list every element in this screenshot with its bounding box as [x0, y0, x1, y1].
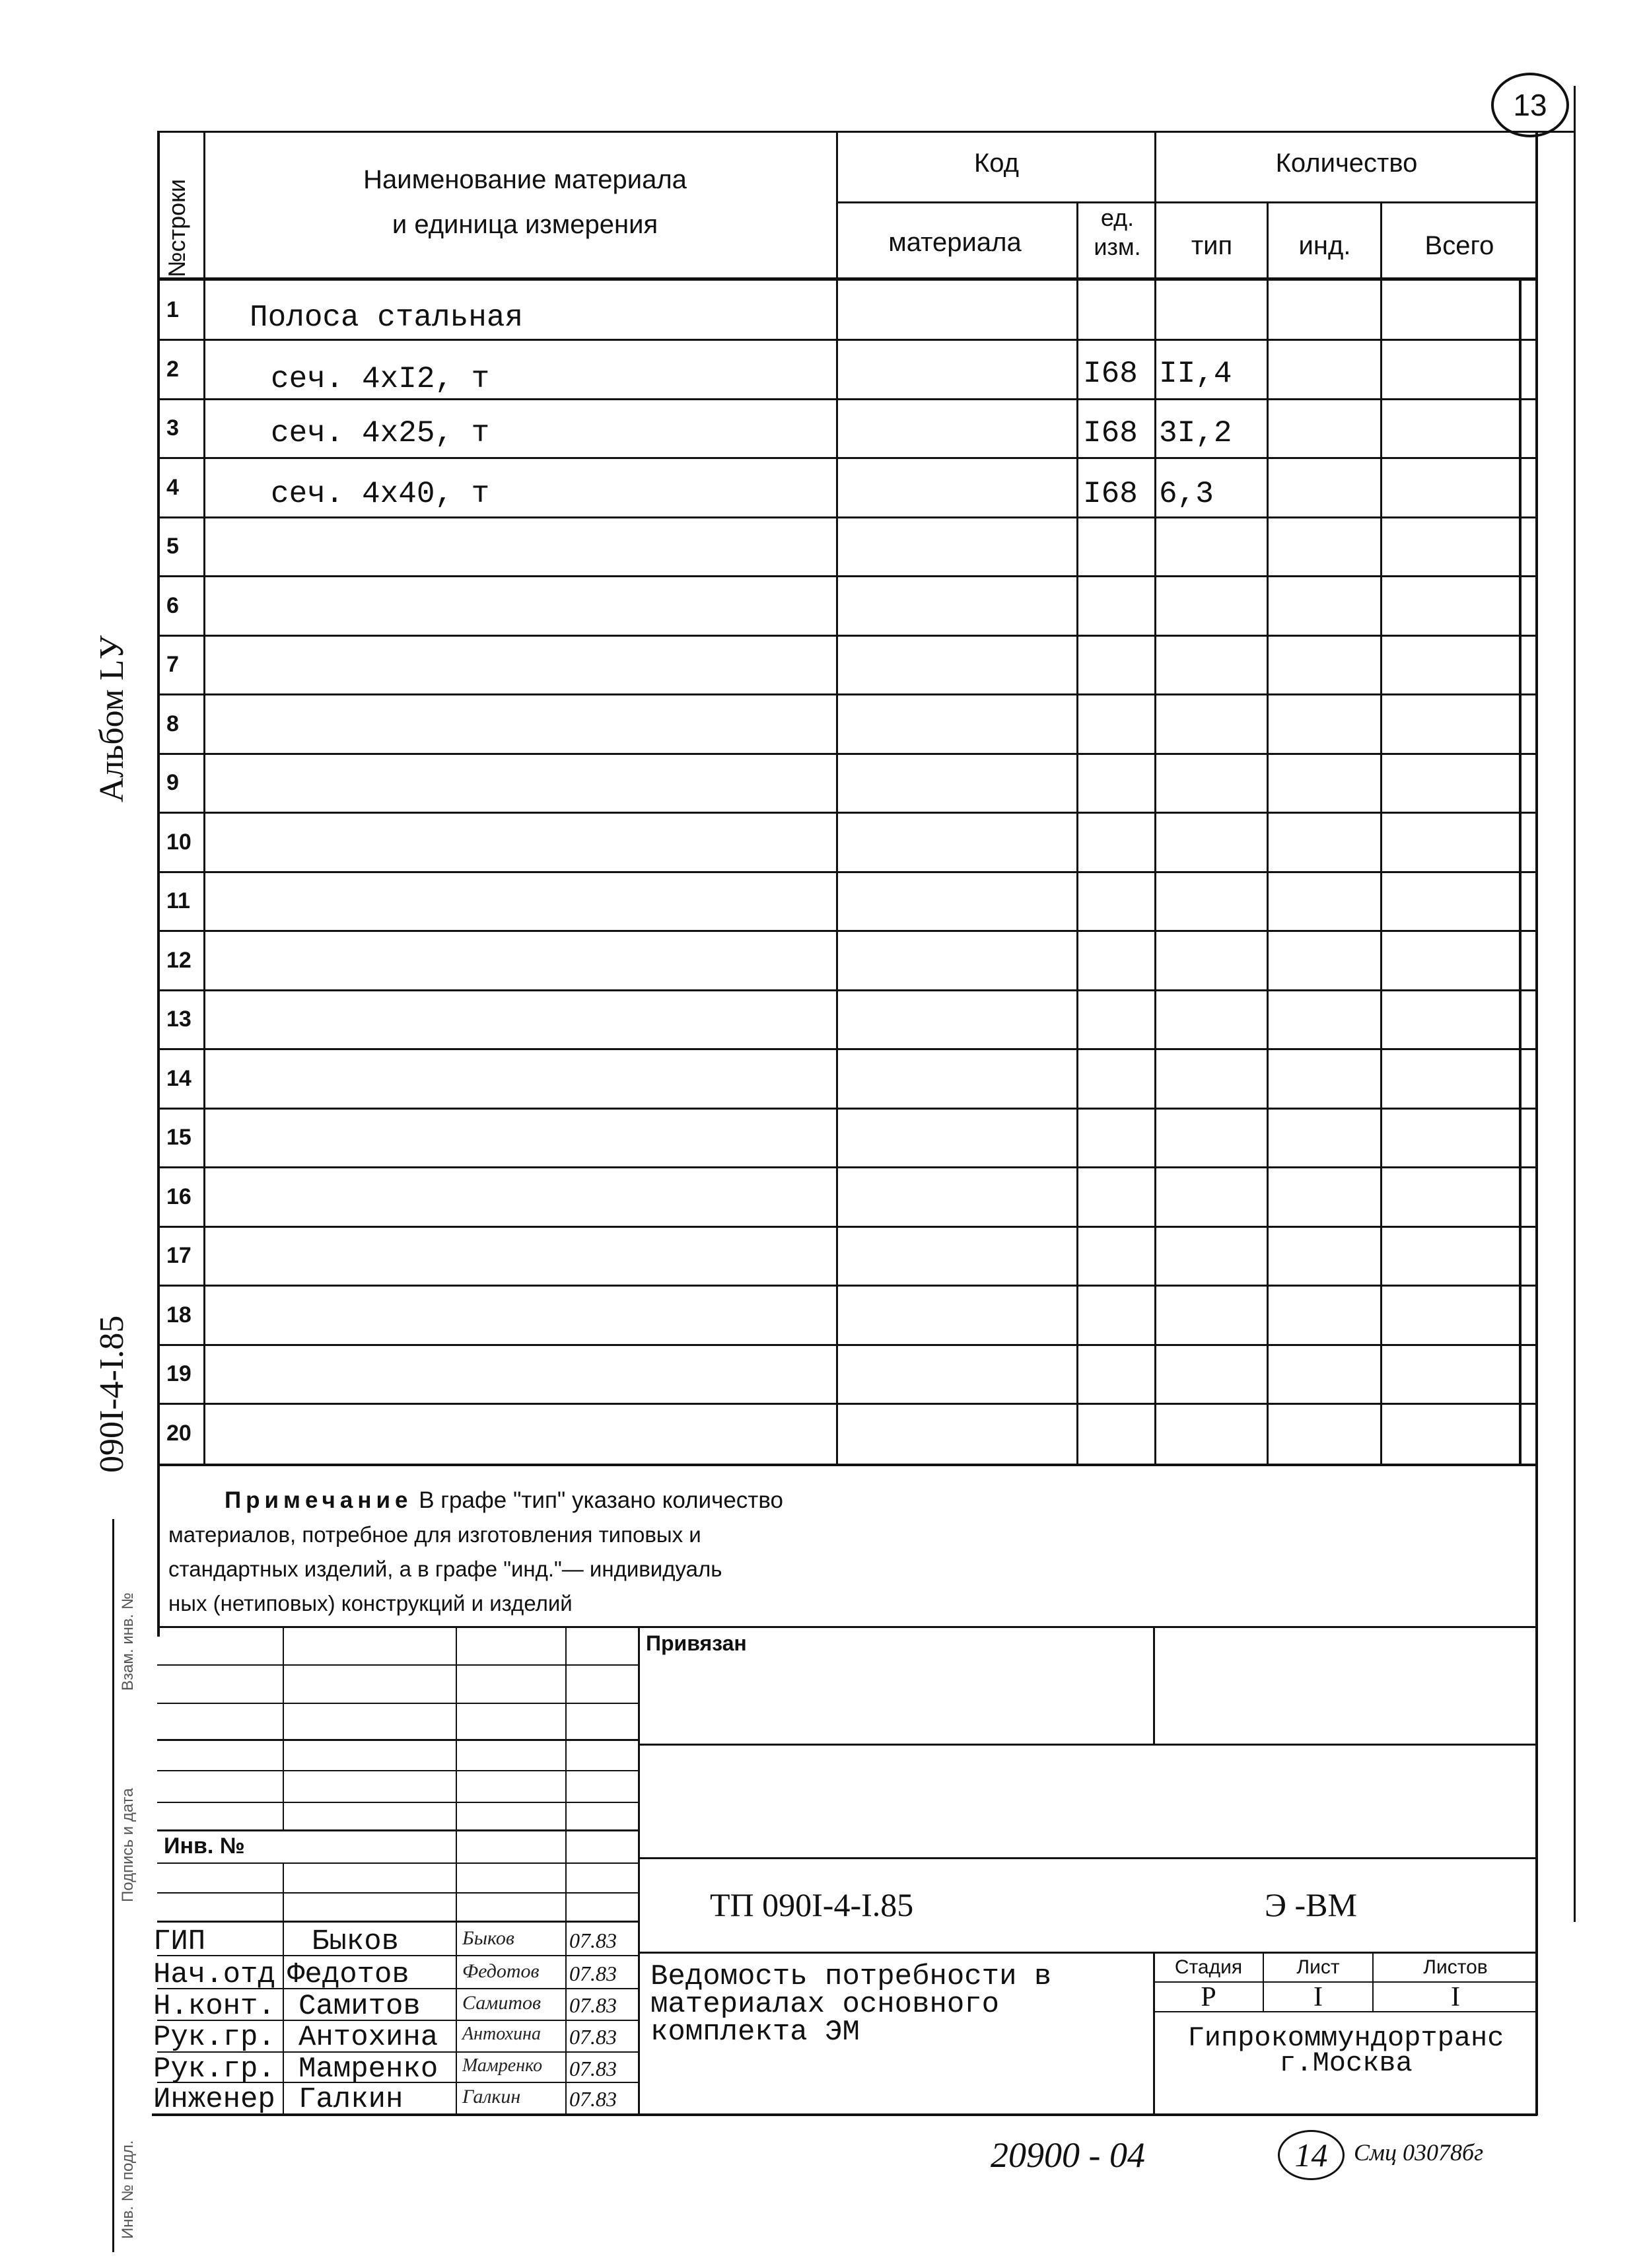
person-name: Федотов — [287, 1958, 409, 1991]
note-line2: материалов, потребное для изготовления типовых и — [168, 1522, 701, 1547]
footer-handwritten-note: Смц 03078бг — [1354, 2139, 1484, 2166]
margin-label-vzam: Взам. инв. № — [119, 1592, 137, 1691]
stamp-org-line2: г.Москва — [1279, 2047, 1413, 2079]
note-line1 — [225, 1487, 783, 1514]
note-text: В графе "тип" указано количество — [419, 1487, 784, 1513]
row-number: 1 — [166, 297, 179, 322]
table-bottom-line — [157, 1464, 1537, 1466]
row-number: 9 — [166, 770, 179, 795]
stamp-sheets-value: I — [1451, 1982, 1460, 2012]
person-name: Быков — [312, 1925, 400, 1958]
row-number: 4 — [166, 475, 179, 500]
row-qty-tip: 6,3 — [1159, 477, 1214, 511]
header-total: Всего — [1424, 231, 1494, 260]
person-role: Н.конт. — [153, 1990, 275, 2023]
person-role: Нач.отд — [153, 1958, 275, 1991]
row-number: 17 — [166, 1243, 192, 1268]
person-signature: Федотов — [462, 1960, 540, 1982]
person-role: Инженер — [153, 2083, 275, 2116]
row-number: 7 — [166, 652, 179, 677]
stamp-inv-no: Инв. № — [164, 1833, 245, 1859]
stamp-title-line2: материалах основного — [650, 1988, 1000, 2021]
col-line-total — [1380, 201, 1382, 1465]
row-number: 14 — [166, 1066, 192, 1091]
row-qty-tip: II,4 — [1159, 357, 1232, 391]
header-name-line1: Наименование материала — [363, 165, 687, 194]
header-bottom-line — [157, 277, 1537, 281]
frame-left — [157, 131, 160, 1637]
row-material-name: сеч. 4х25, т — [271, 416, 490, 450]
row-number: 10 — [166, 830, 192, 855]
row-number: 13 — [166, 1007, 192, 1032]
person-role: ГИП — [153, 1925, 206, 1958]
margin-doc-code: 090I-4-I.85 — [93, 1315, 131, 1473]
person-signature: Самитов — [462, 1992, 542, 2014]
header-unit: ед. изм. — [1094, 204, 1141, 260]
frame-right — [1535, 131, 1538, 2115]
header-name-line2: и единица измерения — [392, 210, 658, 239]
footer-number: 20900 - 04 — [991, 2135, 1145, 2175]
header-ind: инд. — [1298, 231, 1351, 260]
col-line-unit — [1076, 201, 1078, 1465]
person-role: Рук.гр. — [153, 2021, 275, 2054]
person-signature: Галкин — [462, 2086, 521, 2108]
stamp-top-line — [157, 1626, 1537, 1628]
header-quantity: Количество — [1275, 149, 1418, 178]
stamp-sheet-value: I — [1313, 1982, 1323, 2012]
header-row-number: №строки — [163, 178, 190, 277]
header-sub-line — [837, 201, 1537, 203]
margin-label-inv: Инв. № подл. — [119, 2140, 137, 2239]
note-line4: ных (нетиповых) конструкций и изделий — [168, 1591, 573, 1615]
corner-sheet-number: 13 — [1491, 73, 1569, 137]
row-number: 2 — [166, 357, 179, 382]
stamp-org-line1: Гипрокоммундортранс — [1187, 2022, 1504, 2054]
person-date: 07.83 — [569, 2087, 617, 2111]
frame-left-outer — [112, 1519, 114, 2252]
stamp-doc-code: ТП 090I-4-I.85 — [710, 1886, 914, 1923]
stamp-doc-mark: Э -ВМ — [1265, 1886, 1357, 1923]
row-unit-code: I68 — [1083, 416, 1138, 450]
person-name: Галкин — [298, 2083, 403, 2116]
person-date: 07.83 — [569, 1929, 617, 1952]
row-number: 5 — [166, 534, 179, 559]
stamp-privyazan: Привязан — [646, 1631, 747, 1655]
row-number: 12 — [166, 948, 192, 973]
row-number: 20 — [166, 1421, 192, 1446]
row-number: 6 — [166, 593, 179, 618]
person-signature: Антохина — [462, 2024, 541, 2044]
row-unit-code: I68 — [1083, 477, 1138, 511]
stamp-stage-label: Стадия — [1174, 1956, 1243, 1978]
person-date: 07.83 — [569, 2025, 617, 2049]
row-material-name: сеч. 4хI2, т — [271, 362, 490, 396]
margin-label-podpis: Подпись и дата — [119, 1788, 137, 1902]
header-material: материала — [888, 228, 1022, 257]
row-number: 18 — [166, 1302, 192, 1328]
album-label: Альбом LУ — [93, 635, 131, 802]
stamp-sheets-label: Листов — [1423, 1956, 1488, 1978]
person-name: Мамренко — [298, 2053, 438, 2086]
person-name: Антохина — [298, 2021, 438, 2054]
note-lead: Примечание — [225, 1487, 413, 1513]
person-signature: Мамренко — [462, 2055, 543, 2076]
row-qty-tip: 3I,2 — [1159, 416, 1232, 450]
stamp-stage-value: Р — [1201, 1982, 1216, 2012]
header-tip: тип — [1191, 231, 1233, 260]
row-number: 3 — [166, 415, 179, 441]
row-unit-code: I68 — [1083, 357, 1138, 391]
person-signature: Быков — [462, 1927, 514, 1949]
col-line-material — [836, 131, 838, 1465]
row-number: 19 — [166, 1361, 192, 1386]
person-name: Самитов — [298, 1990, 421, 2023]
col-line-tip — [1154, 131, 1156, 1465]
row-number: 8 — [166, 711, 179, 736]
stamp-title-line3: комплекта ЭМ — [650, 2016, 860, 2049]
frame-right-outer — [1574, 86, 1576, 1922]
footer-circled-number: 14 — [1278, 2130, 1345, 2180]
frame-top — [157, 131, 1576, 133]
person-date: 07.83 — [569, 2057, 617, 2080]
row-number: 15 — [166, 1125, 192, 1150]
stamp-title-line1: Ведомость потребности в — [650, 1960, 1052, 1993]
row-material-name: Полоса стальная — [250, 301, 524, 335]
person-date: 07.83 — [569, 1962, 617, 1985]
stamp-sheet-label: Лист — [1296, 1956, 1340, 1978]
col-line-ind — [1267, 201, 1269, 1465]
header-code: Код — [973, 149, 1019, 178]
row-material-name: сеч. 4х40, т — [271, 477, 490, 511]
row-number: 11 — [166, 888, 190, 913]
col-line-num — [203, 131, 205, 1465]
person-date: 07.83 — [569, 1993, 617, 2017]
row-number: 16 — [166, 1184, 192, 1209]
person-role: Рук.гр. — [153, 2053, 275, 2086]
note-line3: стандартных изделий, а в графе "инд."— индивидуаль — [168, 1557, 722, 1581]
